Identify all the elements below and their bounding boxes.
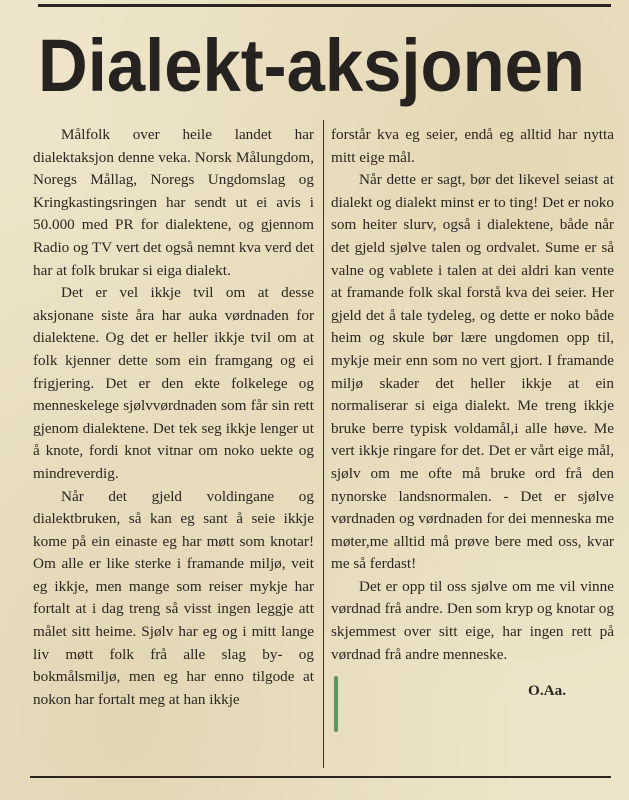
top-rule [38, 4, 611, 7]
paragraph-1: Målfolk over heile landet har dialektaksjon denne veka. Norsk Målungdom, Noregs Mållag, Noregs Ungdomslag og Kringkastingsringen har sendt ut ei avis i 50.000 med PR for dialektene, og gjennom Radio og TV vert det også nemnt kva verd det har at folk brukar si eiga dialekt. [33, 126, 314, 279]
author-signature: O.Aa. [528, 682, 566, 700]
paragraph-4: forstår kva eg seier, endå eg alltid har nytta mitt eige mål. [331, 126, 614, 166]
bottom-rule [30, 776, 611, 778]
headline: Dialekt-aksjonen [38, 24, 585, 107]
right-column [331, 124, 614, 703]
paragraph-2: Det er vel ikkje tvil om at desse aksjonane siste åra har auka vørdnaden for dialektene. Og det er heller ikkje tvil om at folk kjenner dette som ein framgang og ei frigjering. Det er den ekte folkelege og menneskelege sjølvvørdnaden som får sin rett gjenom dialektene. Det tek seg ikkje lenger ut å knote, fordi knot vitnar om noko uekte og mindreverdig. [33, 284, 314, 482]
highlighter-mark [334, 676, 338, 732]
paragraph-6: Det er opp til oss sjølve om me vil vinne vørdnad frå andre. Den som kryp og knotar og skjemmest over sitt eige, har ingen rett på vørdnad frå andre menneske. [331, 577, 614, 663]
left-column [33, 124, 314, 711]
paragraph-3: Når det gjeld voldingane og dialektbruken, så kan eg sant å seie ikkje kome på ein einaste eg har møtt som knotar! Om alle er like sterke i framande miljø, veit eg ikkje, men mange som reiser mykje har fortalt at i dag treng så visst ingen leggje att målet sitt heime. Sjølv har eg og i mitt lange liv møtt folk frå alle slag by- og bokmålsmiljø, men eg har enno tilgode at nokon har fortalt meg at han ikkje [33, 487, 314, 708]
paragraph-5: Når dette er sagt, bør det likevel seiast at dialekt og dialekt minst er to ting! Det er noko som heiter slurv, også i dialektene, både når det gjeld sjølve talen og ordvalet. Sume er så valne og vablete i talen at dei aldri kan vente at framande folk skal forstå kva dei seier. Her gjeld det å tale tydeleg, og dette er noko både heim og skule bør lære ungdomen opp til, mykje meir enn som no vert gjort. I framande miljø skader det heller ikkje at ein normaliserar si eiga dialekt. Me treng ikkje bruke berre typisk voldamål,i alle høve. Me vert ikkje ringare for det. Det er vårt eige mål, sjølv om me ofte må bruke ord frå den nynorske landsnormalen. - Det er sjølve vørdnaden og vørdnaden for dei menneska me møter,me alltid må prøve bere med oss, kvar me så ferdast! [331, 171, 614, 573]
column-divider [323, 120, 324, 768]
